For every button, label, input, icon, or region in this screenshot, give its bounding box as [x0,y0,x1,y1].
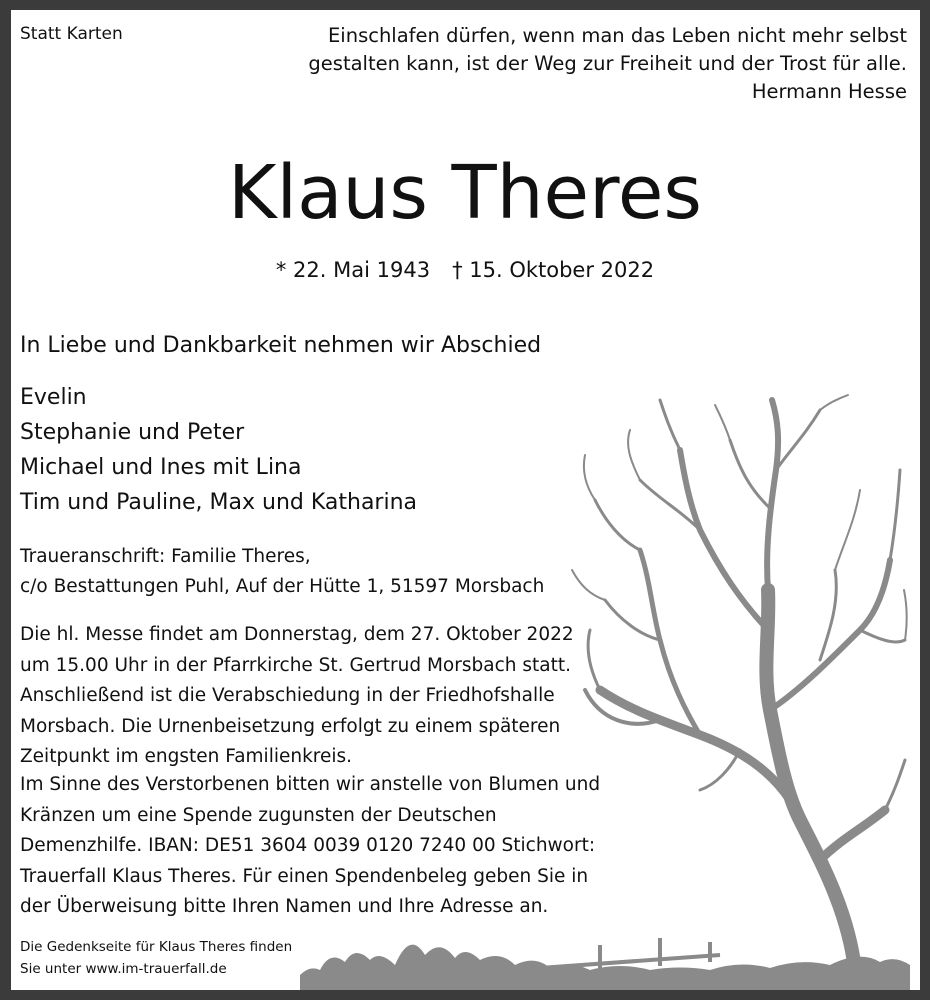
donation-info [20,770,600,923]
memorial-page-note [20,936,292,980]
life-dates [0,258,930,282]
mass-line: um 15.00 Uhr in der Pfarrkirche St. Gertrud Morsbach statt. [20,654,571,676]
birth-date: * 22. Mai 1943 [275,258,431,282]
donation-line: der Überweisung bitte Ihren Namen und Ihre Adresse an. [20,896,549,917]
mass-line: Zeitpunkt im engsten Familienkreis. [20,746,353,767]
mass-line: Die hl. Messe findet am Donnerstag, dem 27. Oktober 2022 [20,624,574,645]
death-date: † 15. Oktober 2022 [452,258,655,282]
quote-line: gestalten kann, ist der Weg zur Freiheit und der Trost für alle. [308,52,907,75]
quote-line: Einschlafen dürfen, wenn man das Leben nicht mehr selbst [327,24,907,47]
family-member: Stephanie und Peter [20,420,245,445]
family-member: Michael und Ines mit Lina [20,455,302,480]
footer-link[interactable]: Sie unter www.im-trauerfall.de [20,961,227,977]
mass-info [20,620,574,773]
donation-line: Trauerfall Klaus Theres. Für einen Spendenbeleg geben Sie in [20,865,589,887]
hesse-quote [307,22,907,106]
deceased-name: Klaus Theres [228,150,702,236]
family-member: Evelin [20,385,87,410]
mourning-address [20,542,544,602]
farewell-intro: In Liebe und Dankbarkeit nehmen wir Abschied [20,333,542,358]
quote-author: Hermann Hesse [751,80,907,103]
mass-line: Anschließend ist die Verabschiedung in der Friedhofshalle [20,685,555,706]
address-line: c/o Bestattungen Puhl, Auf der Hütte 1, 51597 Morsbach [20,576,545,597]
footer-line: Die Gedenkseite für Klaus Theres finden [20,939,293,955]
mass-line: Morsbach. Die Urnenbeisetzung erfolgt zu einem späteren [20,715,561,737]
address-line: Traueranschrift: Familie Theres, [20,546,311,567]
statt-karten-label: Statt Karten [20,24,123,44]
family-list [20,380,417,520]
donation-line: Kränzen um eine Spende zugunsten der Deutschen [20,804,497,826]
donation-line: Demenzhilfe. IBAN: DE51 3604 0039 0120 7240 00 Stichwort: [20,835,596,856]
donation-line: Im Sinne des Verstorbenen bitten wir anstelle von Blumen und [20,774,601,795]
family-member: Tim und Pauline, Max und Katharina [20,490,418,515]
